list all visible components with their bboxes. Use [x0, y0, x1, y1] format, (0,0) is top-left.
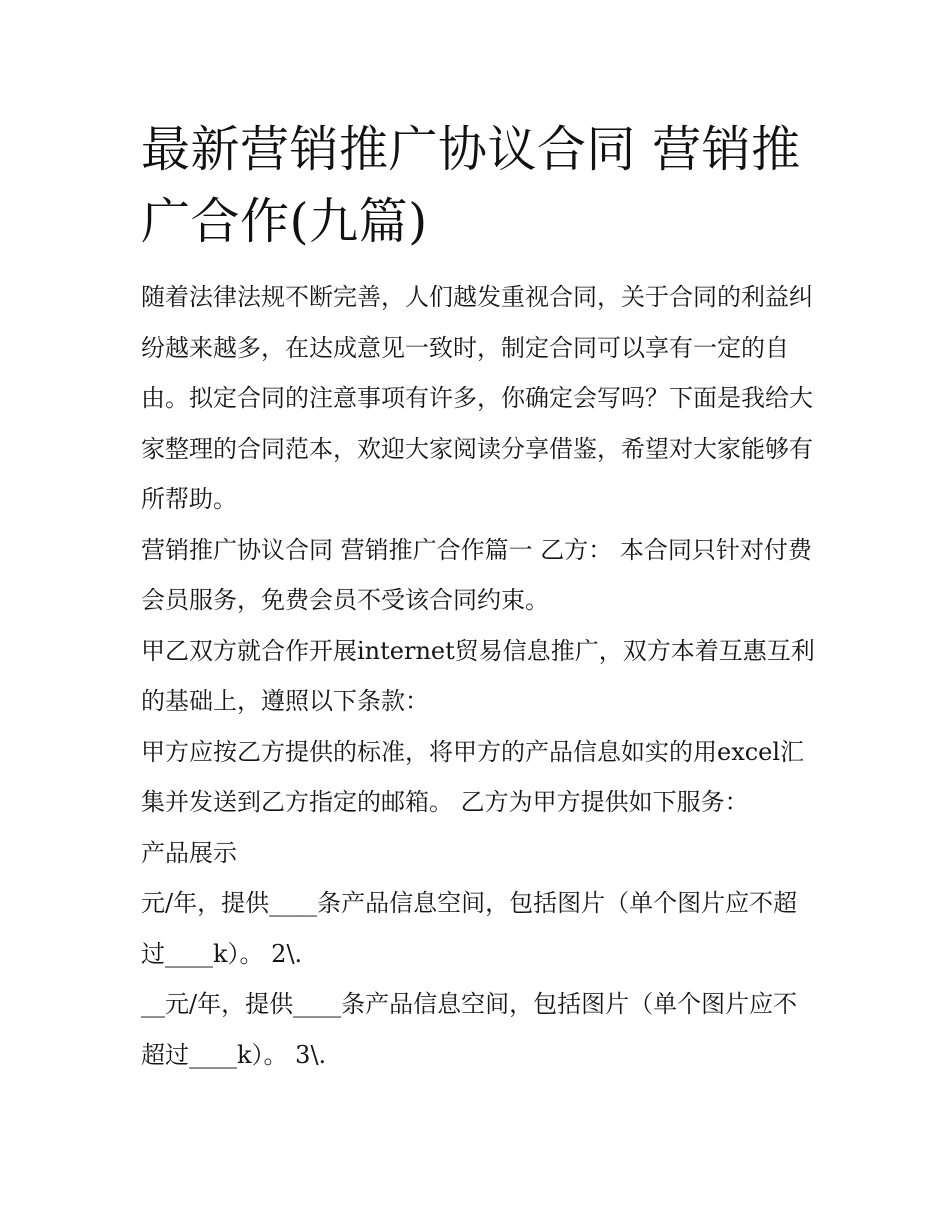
service-item-2-paragraph: __元/年，提供____条产品信息空间，包括图片（单个图片应不超过____k）。 3\.: [141, 990, 798, 1069]
intro-paragraph: 随着法律法规不断完善，人们越发重视合同，关于合同的利益纠纷越来越多，在达成意见一致时，制定合同可以享有一定的自由。拟定合同的注意事项有许多，你确定会写吗？下面是我给大家整理的合同范本，欢迎大家阅读分享借鉴，希望对大家能够有所帮助。: [141, 283, 813, 513]
document-title: 最新营销推广协议合同 营销推广合作(九篇): [141, 121, 801, 250]
cooperation-paragraph: 甲乙双方就合作开展internet贸易信息推广，双方本着互惠互利的基础上，遵照以下条款：: [141, 636, 815, 715]
product-display-heading: 产品展示: [141, 838, 237, 867]
document-body: [141, 114, 816, 1080]
party-a-obligation-paragraph: 甲方应按乙方提供的标准，将甲方的产品信息如实的用excel汇集并发送到乙方指定的邮箱。 乙方为甲方提供如下服务：: [141, 737, 805, 816]
service-item-1-paragraph: 元/年，提供____条产品信息空间，包括图片（单个图片应不超过____k）。 2\.: [141, 889, 798, 968]
contract-heading-paragraph: 营销推广协议合同 营销推广合作篇一 乙方： 本合同只针对付费会员服务，免费会员不受该合同约束。: [141, 535, 812, 614]
